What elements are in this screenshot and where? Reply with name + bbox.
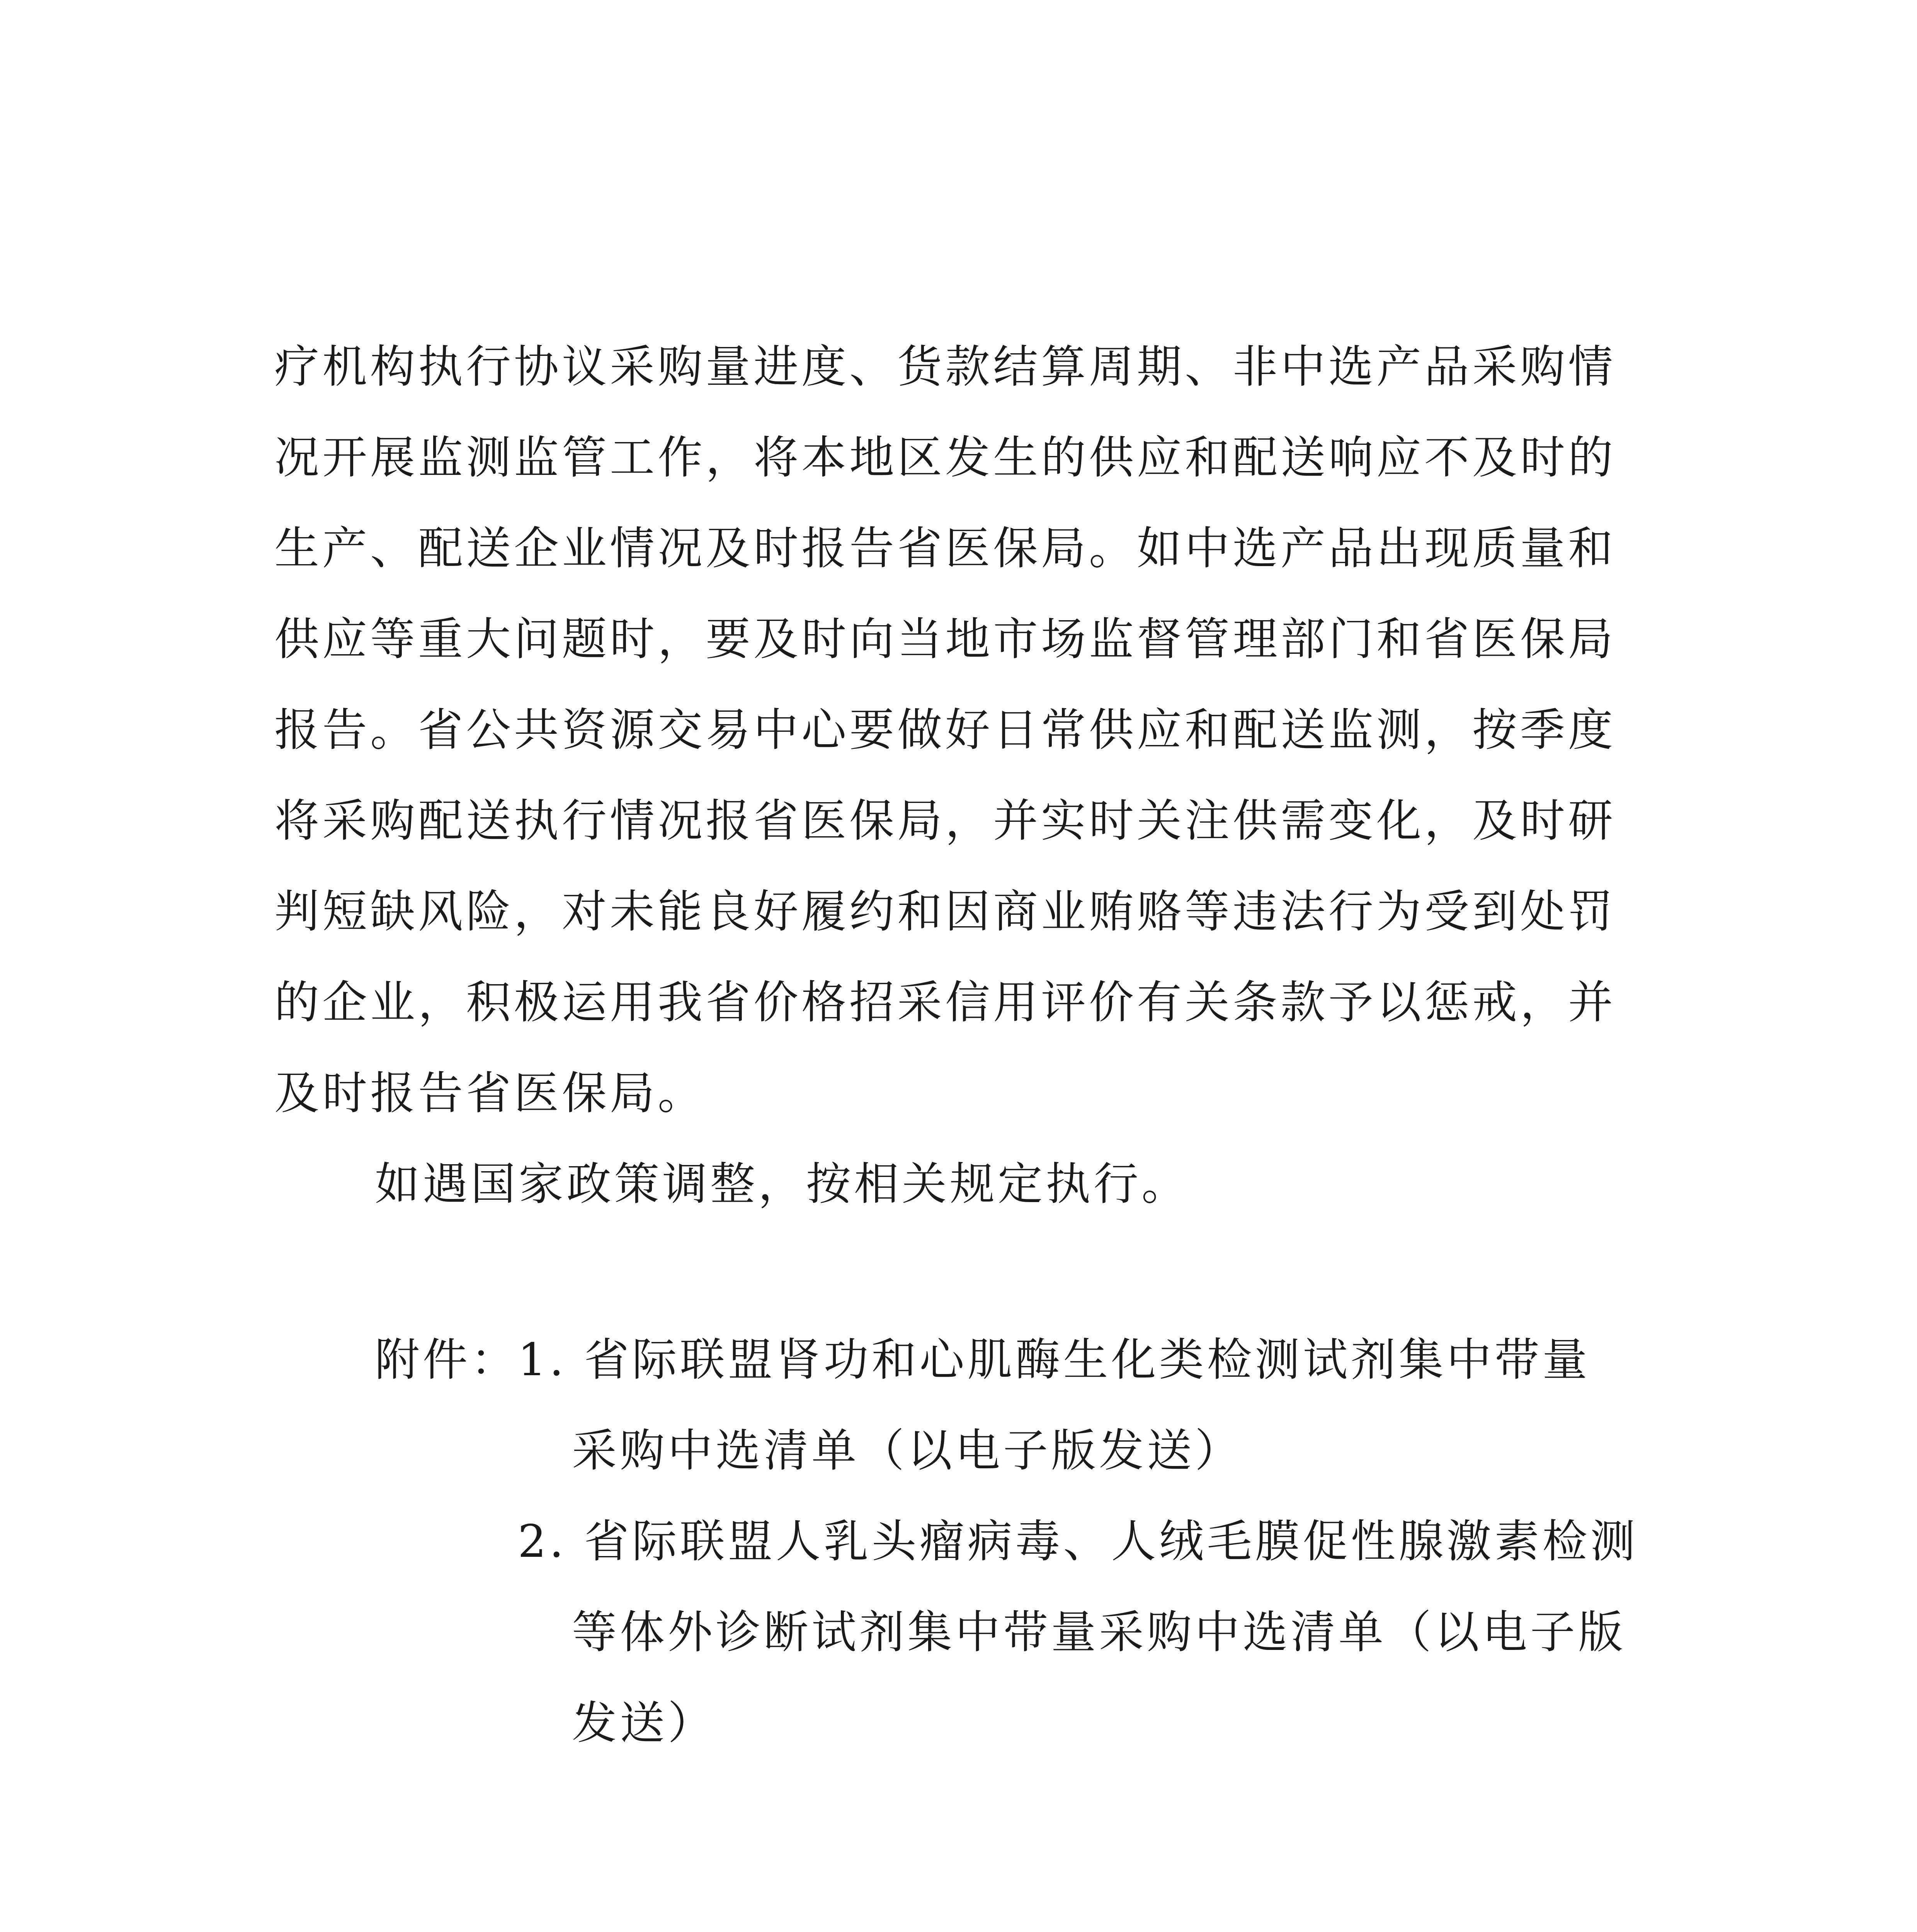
- body-line-5: 报告。省公共资源交易中心要做好日常供应和配送监测，按季度: [274, 704, 1616, 756]
- body-line-4: 供应等重大问题时，要及时向当地市场监督管理部门和省医保局: [274, 613, 1616, 665]
- body-line-7: 判短缺风险，对未能良好履约和因商业贿赂等违法行为受到处罚: [274, 886, 1616, 938]
- policy-note: 如遇国家政策调整，按相关规定执行。: [375, 1158, 1189, 1210]
- attachment-1-line-1: 1. 省际联盟肾功和心肌酶生化类检测试剂集中带量: [518, 1334, 1590, 1386]
- body-line-1: 疗机构执行协议采购量进度、货款结算周期、非中选产品采购情: [274, 341, 1616, 393]
- body-line-3: 生产、配送企业情况及时报告省医保局。如中选产品出现质量和: [274, 522, 1616, 575]
- attachment-2-line-3: 发送）: [572, 1697, 716, 1749]
- body-line-9: 及时报告省医保局。: [274, 1067, 706, 1119]
- attachments-label: 附件：: [375, 1334, 519, 1386]
- body-line-2: 况开展监测监管工作，将本地区发生的供应和配送响应不及时的: [274, 432, 1616, 484]
- body-line-8: 的企业，积极运用我省价格招采信用评价有关条款予以惩戒，并: [274, 976, 1616, 1029]
- attachment-1-line-2: 采购中选清单（以电子版发送）: [572, 1425, 1243, 1477]
- attachment-2-line-1: 2. 省际联盟人乳头瘤病毒、人绒毛膜促性腺激素检测: [518, 1515, 1638, 1568]
- attachment-2-line-2: 等体外诊断试剂集中带量采购中选清单（以电子版: [572, 1606, 1626, 1658]
- body-line-6: 将采购配送执行情况报省医保局，并实时关注供需变化，及时研: [274, 795, 1616, 847]
